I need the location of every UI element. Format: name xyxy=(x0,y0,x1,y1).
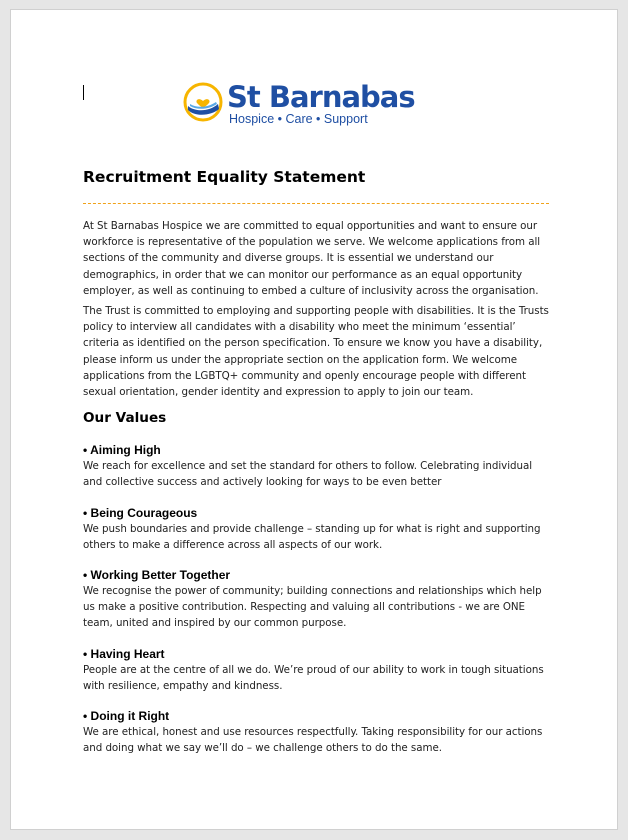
value-description: People are at the centre of all we do. We’re proud of our ability to work in tough situations with resilience, empathy and kindness. xyxy=(83,663,544,692)
text-cursor xyxy=(83,85,84,100)
values-heading: Our Values xyxy=(83,410,167,427)
divider-rule xyxy=(83,203,549,204)
disability-paragraph: The Trust is committed to employing and supporting people with disabilities. It is the Trusts policy to interview all candidates with a disability who meet the minimum ‘essential’ criteria as identified on the person specification. To ensure we know you have a disability, please inform us under the appropriate section on the application form. We welcome applications from the LGBTQ+ community and openly encourage people with different sexual orientation, gender identity and expression to apply to join our team. xyxy=(83,305,549,399)
intro-paragraph: At St Barnabas Hospice we are committed to equal opportunities and want to ensure our workforce is representative of the population we serve. We welcome applications from all sections of the community and diverse groups. It is essential we understand our demographics, in order that we can monitor our performance as an equal opportunity employer, as well as continuing to embed a culture of inclusivity across the organisation. xyxy=(83,220,541,297)
value-description: We reach for excellence and set the standard for others to follow. Celebrating individual and collective success and actively looking for ways to be even better xyxy=(83,460,533,489)
st-barnabas-logo xyxy=(183,82,413,132)
value-item-aiming-high xyxy=(83,442,549,490)
value-title: • Working Better Together xyxy=(83,568,231,583)
value-description: We are ethical, honest and use resources respectfully. Taking responsibility for our actions and doing what we say we’ll do – we challenge others to do the same. xyxy=(83,726,543,755)
value-item-doing-it-right xyxy=(83,708,549,756)
value-title: • Aiming High xyxy=(83,443,161,458)
heart-in-hand-icon xyxy=(183,82,223,122)
document-body xyxy=(83,166,549,756)
value-title: • Being Courageous xyxy=(83,505,198,520)
document-title: Recruitment Equality Statement xyxy=(83,168,366,186)
value-title: • Doing it Right xyxy=(83,709,170,724)
value-title: • Having Heart xyxy=(83,646,165,661)
logo-tagline: Hospice • Care • Support xyxy=(229,112,368,126)
value-item-working-better-together xyxy=(83,567,549,632)
document-page[interactable] xyxy=(10,9,618,830)
value-item-being-courageous xyxy=(83,505,549,553)
value-item-having-heart xyxy=(83,646,549,694)
logo-wordmark: St Barnabas xyxy=(227,80,415,114)
value-description: We push boundaries and provide challenge – standing up for what is right and supporting others to make a difference across all aspects of our work. xyxy=(83,522,541,551)
value-description: We recognise the power of community; building connections and relationships which help us make a positive contribution. Respecting and valuing all contributions - we are ONE team, united and inspired by our common purpose. xyxy=(83,585,542,630)
